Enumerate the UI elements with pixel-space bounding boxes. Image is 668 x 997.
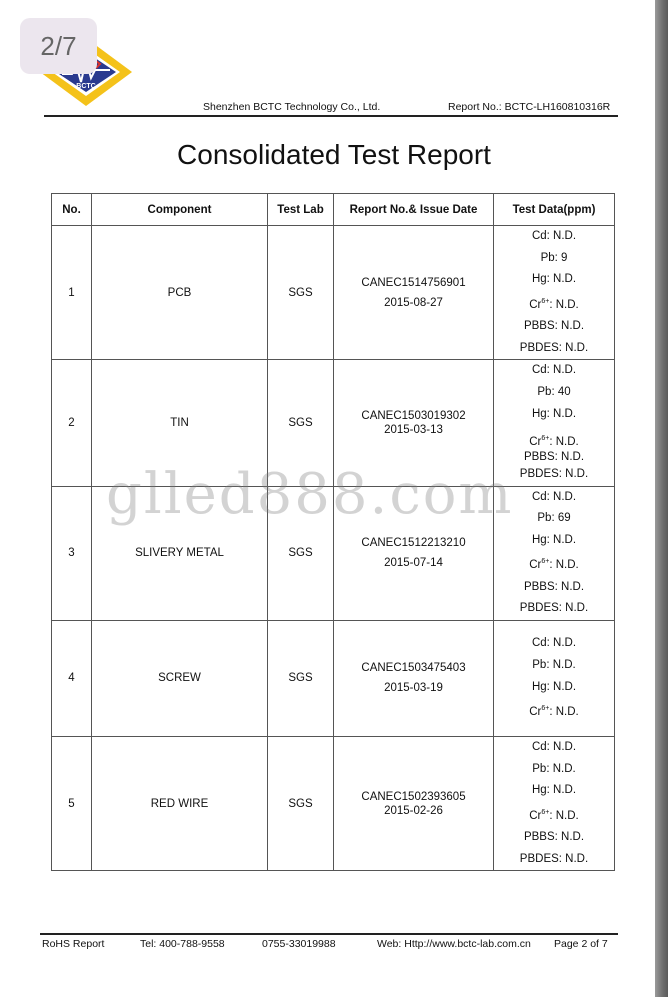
data-cd: Cd: N.D. <box>531 490 577 503</box>
cell-report <box>334 736 494 870</box>
cell-no: 1 <box>52 226 92 360</box>
col-header-report-date: Report No.& Issue Date <box>334 194 494 226</box>
footer-website: Web: Http://www.bctc-lab.com.cn <box>377 938 531 950</box>
cell-test-lab: SGS <box>268 620 334 736</box>
footer-page-number: Page 2 of 7 <box>554 938 608 950</box>
cell-component: TIN <box>92 360 268 486</box>
data-cr6: $Cr^{6+}$: N.D. <box>529 297 579 311</box>
page-title: Consolidated Test Report <box>177 139 491 170</box>
issue-date: 2015-03-19 <box>384 682 443 695</box>
data-pbdes: PBDES: N.D. <box>519 602 589 615</box>
data-pb: Pb: N.D. <box>532 658 576 671</box>
cell-test-data <box>494 486 615 620</box>
cell-test-lab: SGS <box>268 226 334 360</box>
table-row <box>52 620 615 736</box>
table-header-row <box>52 194 615 226</box>
cell-test-lab: SGS <box>268 736 334 870</box>
cell-no: 4 <box>52 620 92 736</box>
report-id: CANEC1503019302 <box>361 409 466 422</box>
issue-date: 2015-02-26 <box>384 804 443 817</box>
report-id: CANEC1512213210 <box>361 537 466 550</box>
cell-test-data <box>494 360 615 486</box>
cell-component: SLIVERY METAL <box>92 486 268 620</box>
col-header-component: Component <box>92 194 268 226</box>
company-name: Shenzhen BCTC Technology Co., Ltd. <box>203 101 381 113</box>
test-report-table <box>51 193 615 871</box>
data-hg: Hg: N.D. <box>531 680 577 693</box>
table-row <box>52 736 615 870</box>
cell-component: RED WIRE <box>92 736 268 870</box>
issue-date: 2015-08-27 <box>384 296 443 309</box>
col-header-no: No. <box>52 194 92 226</box>
data-pbdes: PBDES: N.D. <box>519 468 589 480</box>
data-hg: Hg: N.D. <box>531 407 577 420</box>
issue-date: 2015-07-14 <box>384 557 443 570</box>
report-id: CANEC1514756901 <box>361 276 466 289</box>
report-id: CANEC1503475403 <box>361 662 466 675</box>
cell-report <box>334 360 494 486</box>
data-cr6: $Cr^{6+}$: N.D. <box>529 558 579 572</box>
data-hg: Hg: N.D. <box>531 273 577 286</box>
svg-text:BCTC: BCTC <box>76 83 96 90</box>
cell-report <box>334 620 494 736</box>
footer-tel: Tel: 400-788-9558 <box>140 938 225 950</box>
cell-test-data <box>494 620 615 736</box>
data-pb: Pb: 9 <box>540 251 568 264</box>
data-hg: Hg: N.D. <box>531 784 577 797</box>
report-id: CANEC1502393605 <box>361 790 466 803</box>
data-pbdes: PBDES: N.D. <box>519 341 589 354</box>
report-number: Report No.: BCTC-LH160810316R <box>448 101 611 113</box>
data-pbdes: PBDES: N.D. <box>519 852 589 865</box>
data-pbbs: PBBS: N.D. <box>523 831 585 844</box>
table-row <box>52 360 615 486</box>
data-cr6: $Cr^{6+}$: N.D. <box>529 705 579 718</box>
cell-component: SCREW <box>92 620 268 736</box>
cell-report <box>334 226 494 360</box>
cell-test-data <box>494 736 615 870</box>
cell-report <box>334 486 494 620</box>
data-pbbs: PBBS: N.D. <box>523 580 585 593</box>
cell-test-data <box>494 226 615 360</box>
page-counter-badge[interactable]: 2/7 <box>20 18 97 74</box>
col-header-test-data: Test Data(ppm) <box>494 194 615 226</box>
footer-tel-alt: 0755-33019988 <box>262 938 336 950</box>
data-cd: Cd: N.D. <box>531 637 577 650</box>
cell-no: 2 <box>52 360 92 486</box>
data-pbbs: PBBS: N.D. <box>523 451 585 463</box>
data-cd: Cd: N.D. <box>531 364 577 377</box>
data-pb: Pb: 40 <box>537 385 571 398</box>
header-divider <box>44 115 618 117</box>
issue-date: 2015-03-13 <box>384 423 443 436</box>
data-cr6: $Cr^{6+}$: N.D. <box>529 808 579 822</box>
data-cr6: $Cr^{6+}$: N.D. <box>529 435 579 448</box>
footer-doc-type: RoHS Report <box>42 938 105 950</box>
data-cd: Cd: N.D. <box>531 740 577 753</box>
data-hg: Hg: N.D. <box>531 533 577 546</box>
table-row <box>52 226 615 360</box>
col-header-test-lab: Test Lab <box>268 194 334 226</box>
table-row <box>52 486 615 620</box>
cell-test-lab: SGS <box>268 486 334 620</box>
cell-component: PCB <box>92 226 268 360</box>
data-pb: Pb: 69 <box>537 512 571 525</box>
cell-test-lab: SGS <box>268 360 334 486</box>
cell-no: 3 <box>52 486 92 620</box>
data-cd: Cd: N.D. <box>531 230 577 242</box>
watermark: glled888.com <box>106 462 514 527</box>
cell-no: 5 <box>52 736 92 870</box>
data-pbbs: PBBS: N.D. <box>523 320 585 333</box>
footer-divider <box>40 933 618 935</box>
data-pb: Pb: N.D. <box>532 762 576 775</box>
